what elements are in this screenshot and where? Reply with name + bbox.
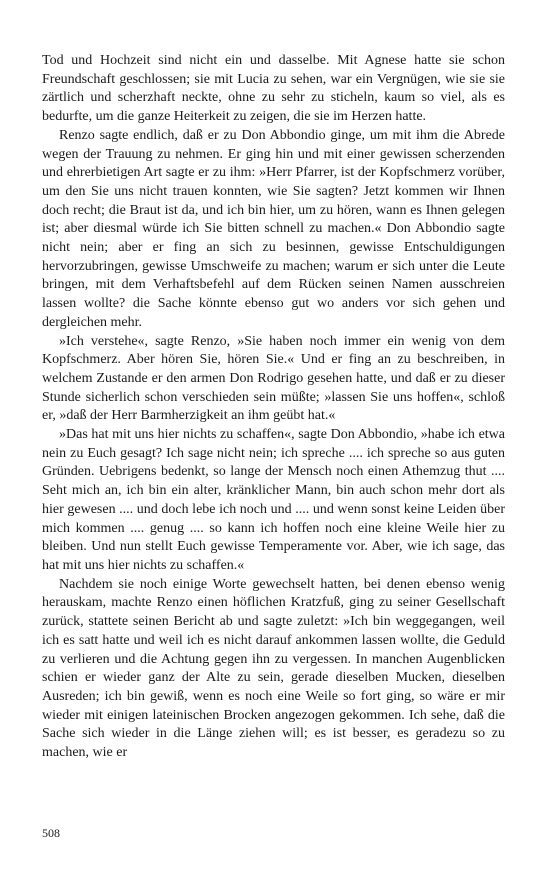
page-text <box>42 52 505 763</box>
paragraph: »Das hat mit uns hier nichts zu schaffen«, sagte Don Abbondio, »habe ich etwa nein zu Euch gesagt? Ich sage nicht nein; ich spreche .... ich spreche so aus guten Gründen. Uebrigens bedenkt, so lange der Mensch noch einen Athemzug thut .... Seht mich an, ich bin ein alter, kränklicher Mann, bin auch schon mehr dort als hier gewesen .... und doch lebe ich noch und .... und wenn sonst keine Leiden über mich kommen .... genug .... so kann ich hoffen noch eine kleine Weile hier zu bleiben. Und nun stellt Euch gewisse Temperamente vor. Aber, wie ich sage, das hat mit uns hier nichts zu schaffen.« <box>42 427 505 573</box>
paragraph: Tod und Hochzeit sind nicht ein und dasselbe. Mit Agnese hatte sie schon Freundschaft geschlossen; sie mit Lucia zu sehen, war ein Vergnügen, wie sie sie zärtlich und scherzhaft neckte, ohne zu sehr zu sticheln, kaum so viel, als es bedurfte, um die ganze Heiterkeit zu zeigen, die sie im Herzen hatte. <box>42 53 505 125</box>
paragraph: Renzo sagte endlich, daß er zu Don Abbondio ginge, um mit ihm die Abrede wegen der Trauung zu nehmen. Er ging hin und mit einer gewissen scherzenden und ehrerbietigen Art sagte er zu ihm: »Herr Pfarrer, ist der Kopfschmerz vorüber, um den Sie uns nicht trauen konnten, wie Sie sagten? Jetzt kommen wir Ihnen doch recht; die Braut ist da, und ich bin hier, um zu hören, wann es Ihnen gelegen ist; aber diesmal würde ich Sie bitten schnell zu machen.« Don Abbondio sagte nicht nein; aber er fing an sich zu besinnen, gewisse Entschuldigungen hervorzubringen, gewisse Umschweife zu machen; warum er sich unter die Leute bringen, mit dem Verhaftsbefehl auf dem Rücken seinen Namen ausschreien lassen wollte? die Sache könnte ebenso gut wo anders vor sich gehen und dergleichen mehr. <box>42 127 505 330</box>
paragraph: Nachdem sie noch einige Worte gewechselt hatten, bei denen ebenso wenig herauskam, machte Renzo einen höflichen Kratzfuß, ging zu seiner Gesellschaft zurück, stattete seinen Bericht ab und sagte zuletzt: »Ich bin weggegangen, weil ich es satt hatte und weil ich es nicht darauf ankommen lassen wollte, die Geduld zu verlieren und die Achtung gegen ihn zu vergessen. In manchen Augenblicken schien er wieder ganz der Alte zu sein, gerade dieselben Mucken, dieselben Ausreden; ich bin gewiß, wenn es noch eine Weile so fort ging, so wäre er mir wieder mit einigen lateinischen Brocken angezogen gekommen. Ich sehe, daß die Sache sich wieder in die Länge ziehen will; es ist besser, es geradezu so zu machen, wie er <box>42 576 505 761</box>
paragraph: »Ich verstehe«, sagte Renzo, »Sie haben noch immer ein wenig von dem Kopfschmerz. Aber hören Sie, hören Sie.« Und er fing an zu beschreiben, in welchem Zustande er den armen Don Rodrigo gesehen hatte, und daß er zu dieser Stunde sicherlich schon verschieden sein müßte; »lassen Sie uns hoffen«, schloß er, »daß der Herr Barmherzigkeit an ihm geübt hat.« <box>42 333 505 424</box>
page-number: 508 <box>42 826 60 840</box>
